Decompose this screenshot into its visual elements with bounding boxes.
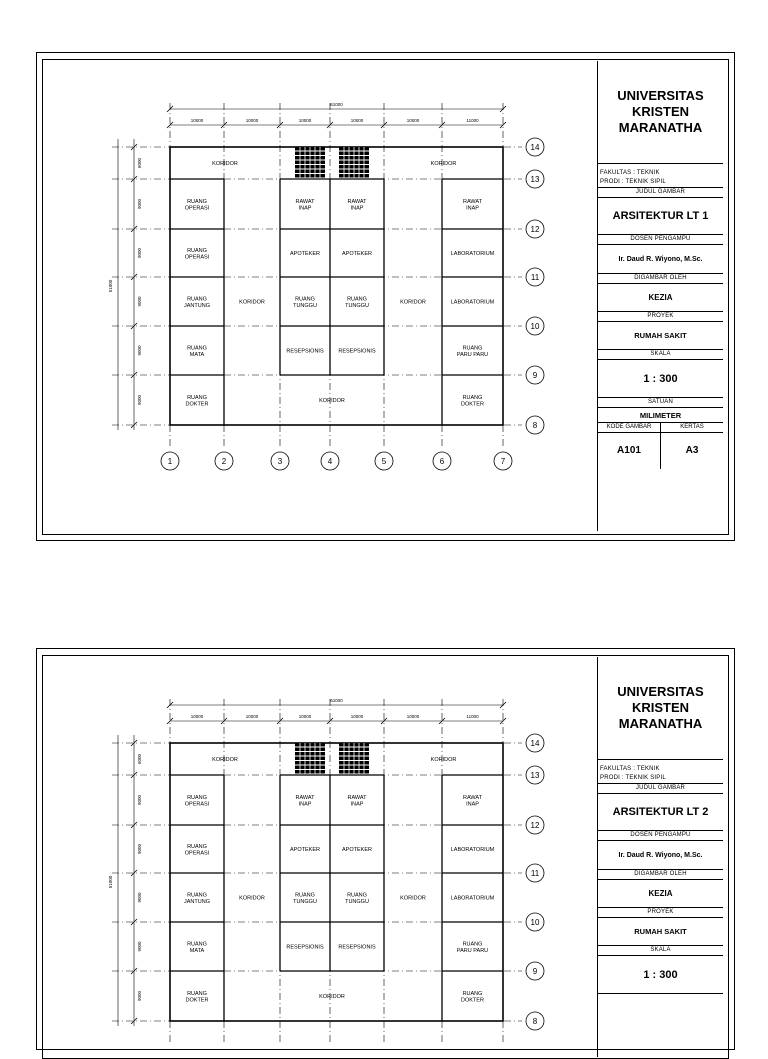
row-axis-label-10: 10	[530, 322, 540, 331]
drawing-title: ARSITEKTUR LT 2	[598, 794, 723, 831]
room-label: RUANG	[462, 941, 483, 948]
room-label: KORIDOR	[319, 994, 345, 1000]
room-label: JANTUNG	[184, 898, 210, 905]
room-label: DOKTER	[461, 401, 484, 408]
room-label: RESEPSIONIS	[286, 348, 324, 355]
room-label: DOKTER	[185, 401, 209, 408]
room-label: TUNGGU	[293, 898, 317, 905]
digambar-label: DIGAMBAR OLEH	[598, 274, 723, 284]
dimension-row-3: 9000	[137, 247, 142, 259]
room-label: MATA	[189, 947, 205, 954]
room-label: APOTEKER	[290, 251, 320, 257]
drawing-sheet-1	[36, 52, 735, 541]
drawing-title: ARSITEKTUR LT 1	[598, 198, 723, 235]
dimension-row-3: 9000	[137, 843, 142, 855]
room-label: RAWAT	[347, 198, 367, 205]
dosen-label: DOSEN PENGAMPU	[598, 235, 723, 245]
room-label: RAWAT	[295, 794, 315, 801]
dimension-col-6: 11000	[466, 714, 479, 719]
room-label: DOKTER	[461, 997, 484, 1004]
dimension-col-2: 10000	[245, 714, 259, 719]
room-label: INAP	[350, 801, 364, 808]
row-axis-label-14: 14	[530, 739, 540, 748]
skala-value: 1 : 300	[598, 360, 723, 398]
prodi: PRODI : TEKNIK SIPIL	[598, 774, 723, 784]
room-label: RESEPSIONIS	[338, 944, 376, 951]
dimension-col-5: 10000	[406, 118, 420, 123]
room-label: RUANG	[295, 892, 315, 899]
row-axis-label-8: 8	[532, 421, 538, 430]
dimension-col-1: 10000	[190, 118, 204, 123]
room-label: RAWAT	[462, 198, 483, 205]
room-label: INAP	[298, 801, 312, 808]
row-axis-label-12: 12	[530, 821, 540, 830]
room-label: KORIDOR	[400, 895, 426, 902]
proyek-name: RUMAH SAKIT	[598, 918, 723, 946]
satuan-value: MILIMETER	[598, 408, 723, 423]
fakultas: FAKULTAS : TEKNIK	[600, 170, 660, 176]
fakultas: FAKULTAS : TEKNIK	[600, 766, 660, 772]
room-label: TUNGGU	[293, 302, 317, 309]
row-axis-label-9: 9	[532, 371, 538, 380]
room-label: KORIDOR	[319, 398, 345, 404]
room-label: RAWAT	[295, 198, 315, 205]
col-axis-label-6: 6	[439, 457, 445, 466]
digambar-name: KEZIA	[598, 880, 723, 908]
room-label: DOKTER	[185, 997, 209, 1004]
dimension-total-height: 51000	[108, 875, 113, 889]
floor-plan-lt1	[37, 53, 597, 540]
satuan-label: SATUAN	[598, 398, 723, 408]
dimension-col-4: 10000	[350, 714, 364, 719]
col-axis-label-7: 7	[500, 457, 506, 466]
room-label: KORIDOR	[239, 895, 265, 902]
room-label: RAWAT	[462, 794, 483, 801]
room-label: RUANG	[462, 394, 483, 401]
dimension-row-1: 6000	[137, 157, 142, 169]
room-label: RESEPSIONIS	[286, 944, 324, 951]
room-label: KORIDOR	[400, 299, 426, 306]
room-label: KORIDOR	[212, 757, 238, 763]
room-label: OPERASI	[184, 850, 210, 857]
skala-label: SKALA	[598, 350, 723, 360]
dimension-col-5: 10000	[406, 714, 420, 719]
dosen-label: DOSEN PENGAMPU	[598, 831, 723, 841]
col-axis-label-4: 4	[327, 457, 333, 466]
dimension-row-5: 9000	[137, 941, 142, 952]
room-label: RUANG	[187, 394, 207, 401]
room-label: RUANG	[347, 892, 367, 899]
room-label: RUANG	[462, 345, 483, 352]
kode-label: KODE GAMBAR	[598, 423, 661, 432]
room-label: INAP	[350, 205, 364, 212]
university-name: UNIVERSITAS KRISTEN MARANATHA	[598, 61, 723, 164]
col-axis-label-3: 3	[277, 457, 283, 466]
dimension-row-6: 9000	[137, 394, 142, 406]
col-axis-label-5: 5	[381, 457, 387, 466]
room-label: APOTEKER	[342, 251, 372, 257]
room-label: KORIDOR	[239, 299, 265, 306]
dimension-col-1: 10000	[190, 714, 204, 719]
room-label: RUANG	[347, 296, 367, 303]
room-label: APOTEKER	[290, 847, 320, 853]
row-axis-label-13: 13	[530, 175, 540, 184]
skala-value: 1 : 300	[598, 956, 723, 994]
dimension-row-6: 9000	[137, 990, 142, 1002]
room-label: OPERASI	[184, 205, 210, 212]
building-outline	[170, 147, 503, 425]
room-label: APOTEKER	[342, 847, 372, 853]
room-label: RUANG	[187, 794, 207, 801]
dimension-total-width: 61000	[330, 102, 343, 107]
room-label: TUNGGU	[345, 302, 369, 309]
row-axis-label-11: 11	[530, 273, 540, 282]
kertas-label: KERTAS	[680, 424, 704, 430]
room-label: LABORATORIUM	[450, 895, 495, 902]
dimension-total-height: 51000	[108, 279, 113, 293]
room-label: RUANG	[295, 296, 315, 303]
room-label: PARU PARU	[456, 351, 489, 358]
col-axis-label-1: 1	[167, 457, 173, 466]
room-label: RAWAT	[347, 794, 367, 801]
dimension-row-2: 9000	[137, 198, 142, 210]
kertas-value: A3	[685, 445, 699, 456]
room-label: RUANG	[187, 198, 207, 205]
room-label: INAP	[466, 205, 479, 212]
room-label: KORIDOR	[430, 757, 457, 763]
room-label: INAP	[298, 205, 312, 212]
room-label: INAP	[466, 801, 479, 808]
floor-plan-lt2	[37, 649, 597, 1049]
title-block-1	[597, 61, 723, 531]
room-label: RUANG	[187, 247, 207, 254]
dimension-row-4: 9000	[137, 892, 142, 903]
building-outline	[170, 743, 503, 1021]
room-label: KORIDOR	[430, 161, 457, 167]
proyek-label: PROYEK	[598, 908, 723, 918]
room-label: KORIDOR	[212, 161, 238, 167]
row-axis-label-13: 13	[530, 771, 540, 780]
room-label: TUNGGU	[345, 898, 369, 905]
row-axis-label-12: 12	[530, 225, 540, 234]
dimension-col-6: 11000	[466, 118, 479, 123]
room-label: LABORATORIUM	[450, 299, 495, 306]
room-label: RESEPSIONIS	[338, 348, 376, 355]
dimension-row-4: 9000	[137, 296, 142, 307]
judul-label: JUDUL GAMBAR	[598, 784, 723, 794]
room-label: LABORATORIUM	[450, 251, 495, 257]
room-label: PARU PARU	[456, 947, 489, 954]
room-label: RUANG	[187, 296, 207, 303]
drawing-sheet-2	[36, 648, 735, 1050]
title-block-2	[597, 657, 723, 1057]
room-label: RUANG	[187, 941, 207, 948]
dimension-row-1: 6000	[137, 753, 142, 765]
room-label: OPERASI	[184, 254, 210, 261]
skala-label: SKALA	[598, 946, 723, 956]
row-axis-label-14: 14	[530, 143, 540, 152]
dimension-col-3: 10000	[298, 714, 312, 719]
row-axis-label-10: 10	[530, 918, 540, 927]
dimension-row-2: 9000	[137, 794, 142, 806]
room-label: RUANG	[187, 990, 207, 997]
dimension-col-3: 10000	[298, 118, 312, 123]
room-label: RUANG	[187, 892, 207, 899]
kode-value: A101	[598, 433, 661, 469]
room-label: LABORATORIUM	[450, 847, 495, 853]
proyek-name: RUMAH SAKIT	[598, 322, 723, 350]
row-axis-label-8: 8	[532, 1017, 538, 1026]
col-axis-label-2: 2	[221, 457, 227, 466]
room-label: RUANG	[187, 345, 207, 352]
dosen-name: Ir. Daud R. Wiyono, M.Sc.	[598, 841, 723, 870]
university-name: UNIVERSITAS KRISTEN MARANATHA	[598, 657, 723, 760]
dimension-row-5: 9000	[137, 345, 142, 356]
row-axis-label-11: 11	[530, 869, 540, 878]
digambar-name: KEZIA	[598, 284, 723, 312]
dosen-name: Ir. Daud R. Wiyono, M.Sc.	[598, 245, 723, 274]
room-label: JANTUNG	[184, 302, 210, 309]
digambar-label: DIGAMBAR OLEH	[598, 870, 723, 880]
room-label: MATA	[189, 351, 205, 358]
room-label: OPERASI	[184, 801, 210, 808]
dimension-col-2: 10000	[245, 118, 259, 123]
judul-label: JUDUL GAMBAR	[598, 188, 723, 198]
row-axis-label-9: 9	[532, 967, 538, 976]
prodi: PRODI : TEKNIK SIPIL	[598, 178, 723, 188]
dimension-col-4: 10000	[350, 118, 364, 123]
room-label: RUANG	[462, 990, 483, 997]
dimension-total-width: 61000	[330, 698, 343, 703]
room-label: RUANG	[187, 843, 207, 850]
proyek-label: PROYEK	[598, 312, 723, 322]
